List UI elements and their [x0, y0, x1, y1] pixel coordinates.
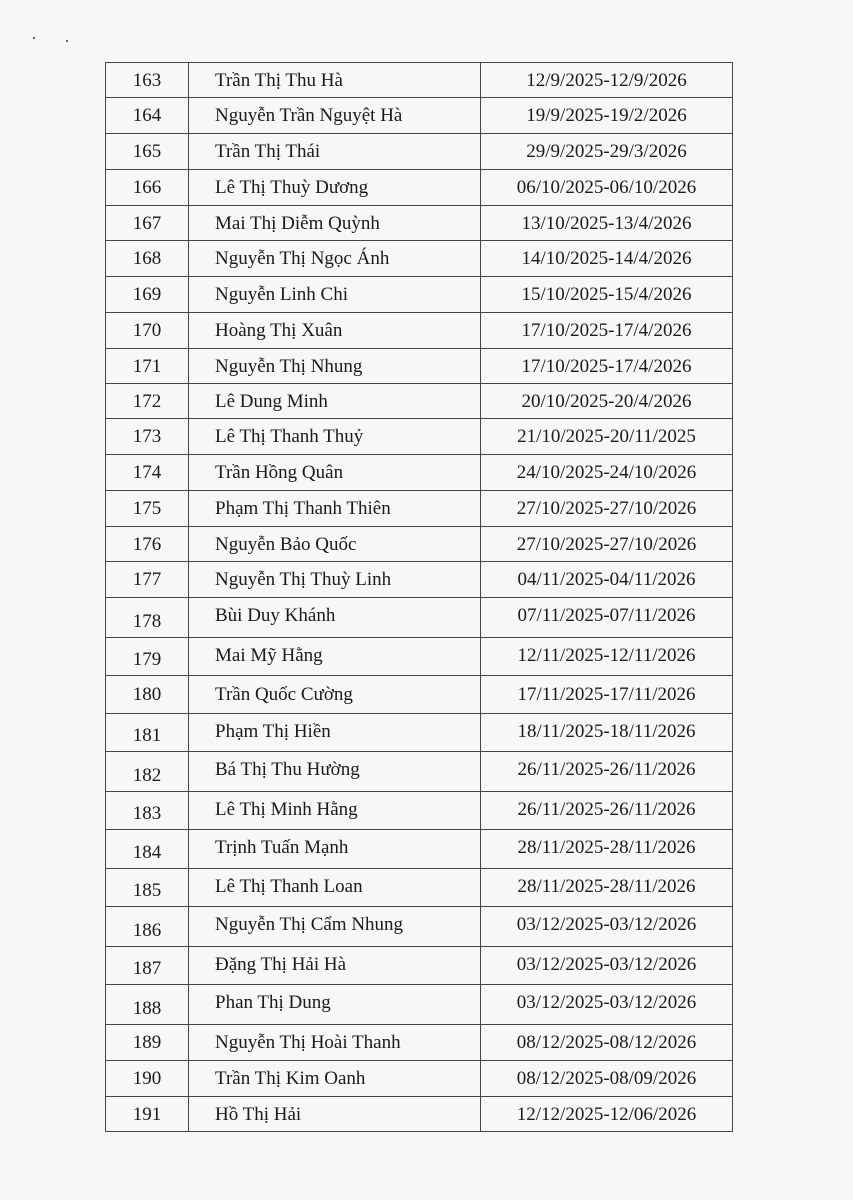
scan-speck: [33, 37, 35, 39]
table-row: [106, 830, 733, 869]
roster-table: [105, 62, 733, 1132]
row-period-cell: 06/10/2025-06/10/2026: [481, 170, 733, 206]
row-period-cell: 08/12/2025-08/12/2026: [481, 1025, 733, 1061]
row-number-cell: 183: [106, 792, 189, 830]
table-row: [106, 907, 733, 947]
row-number-cell: 166: [106, 170, 189, 206]
table-row: [106, 170, 733, 206]
row-number-cell: 191: [106, 1097, 189, 1132]
row-period-cell: 28/11/2025-28/11/2026: [481, 869, 733, 907]
row-name-cell: Trần Hồng Quân: [189, 455, 481, 491]
row-name-cell: Nguyễn Trần Nguyệt Hà: [189, 98, 481, 134]
table-row: [106, 1097, 733, 1132]
row-period-cell: 03/12/2025-03/12/2026: [481, 947, 733, 985]
row-number-cell: 176: [106, 527, 189, 562]
row-period-cell: 18/11/2025-18/11/2026: [481, 714, 733, 752]
row-number-cell: 180: [106, 676, 189, 714]
row-period-cell: 03/12/2025-03/12/2026: [481, 985, 733, 1025]
row-name-cell: Lê Thị Minh Hằng: [189, 792, 481, 830]
row-period-cell: 03/12/2025-03/12/2026: [481, 907, 733, 947]
row-period-cell: 04/11/2025-04/11/2026: [481, 562, 733, 598]
row-period-cell: 17/11/2025-17/11/2026: [481, 676, 733, 714]
row-name-cell: Hoàng Thị Xuân: [189, 313, 481, 349]
row-name-cell: Phạm Thị Thanh Thiên: [189, 491, 481, 527]
row-period-cell: 12/12/2025-12/06/2026: [481, 1097, 733, 1132]
row-period-cell: 15/10/2025-15/4/2026: [481, 277, 733, 313]
row-name-cell: Nguyễn Bảo Quốc: [189, 527, 481, 562]
row-period-cell: 17/10/2025-17/4/2026: [481, 349, 733, 384]
row-number-cell: 187: [106, 947, 189, 985]
table-row: [106, 714, 733, 752]
row-period-cell: 21/10/2025-20/11/2025: [481, 419, 733, 455]
row-number-cell: 163: [106, 63, 189, 98]
row-number-cell: 172: [106, 384, 189, 419]
row-name-cell: Trần Thị Kim Oanh: [189, 1061, 481, 1097]
row-name-cell: Bùi Duy Khánh: [189, 598, 481, 638]
table-row: [106, 384, 733, 419]
table-row: [106, 241, 733, 277]
row-number-cell: 186: [106, 907, 189, 947]
table-row: [106, 752, 733, 792]
table-row: [106, 676, 733, 714]
row-name-cell: Lê Thị Thuỳ Dương: [189, 170, 481, 206]
table-row: [106, 63, 733, 98]
row-period-cell: 20/10/2025-20/4/2026: [481, 384, 733, 419]
row-number-cell: 173: [106, 419, 189, 455]
table-row: [106, 206, 733, 241]
table-row: [106, 277, 733, 313]
row-period-cell: 28/11/2025-28/11/2026: [481, 830, 733, 869]
row-name-cell: Lê Dung Minh: [189, 384, 481, 419]
row-name-cell: Nguyễn Linh Chi: [189, 277, 481, 313]
row-name-cell: Phạm Thị Hiền: [189, 714, 481, 752]
table-row: [106, 638, 733, 676]
row-period-cell: 08/12/2025-08/09/2026: [481, 1061, 733, 1097]
row-number-cell: 170: [106, 313, 189, 349]
row-name-cell: Trần Thị Thái: [189, 134, 481, 170]
row-number-cell: 178: [106, 598, 189, 638]
row-name-cell: Trần Quốc Cường: [189, 676, 481, 714]
row-name-cell: Trịnh Tuấn Mạnh: [189, 830, 481, 869]
row-period-cell: 12/9/2025-12/9/2026: [481, 63, 733, 98]
table-row: [106, 598, 733, 638]
row-number-cell: 169: [106, 277, 189, 313]
row-number-cell: 174: [106, 455, 189, 491]
row-name-cell: Nguyễn Thị Thuỳ Linh: [189, 562, 481, 598]
table-row: [106, 455, 733, 491]
row-name-cell: Mai Thị Diễm Quỳnh: [189, 206, 481, 241]
table-row: [106, 792, 733, 830]
row-period-cell: 29/9/2025-29/3/2026: [481, 134, 733, 170]
row-number-cell: 179: [106, 638, 189, 676]
row-number-cell: 167: [106, 206, 189, 241]
row-period-cell: 26/11/2025-26/11/2026: [481, 792, 733, 830]
row-period-cell: 27/10/2025-27/10/2026: [481, 491, 733, 527]
row-period-cell: 24/10/2025-24/10/2026: [481, 455, 733, 491]
table-row: [106, 98, 733, 134]
table-row: [106, 1061, 733, 1097]
row-period-cell: 07/11/2025-07/11/2026: [481, 598, 733, 638]
row-name-cell: Trần Thị Thu Hà: [189, 63, 481, 98]
row-name-cell: Nguyễn Thị Hoài Thanh: [189, 1025, 481, 1061]
table-row: [106, 985, 733, 1025]
table-row: [106, 349, 733, 384]
row-number-cell: 185: [106, 869, 189, 907]
table-row: [106, 491, 733, 527]
table-row: [106, 313, 733, 349]
row-name-cell: Lê Thị Thanh Thuỷ: [189, 419, 481, 455]
row-name-cell: Nguyễn Thị Cẩm Nhung: [189, 907, 481, 947]
table-row: [106, 947, 733, 985]
row-name-cell: Lê Thị Thanh Loan: [189, 869, 481, 907]
roster-table-body: [106, 63, 733, 1132]
row-number-cell: 184: [106, 830, 189, 869]
scan-speck: [66, 40, 68, 42]
row-number-cell: 182: [106, 752, 189, 792]
table-row: [106, 134, 733, 170]
row-name-cell: Nguyễn Thị Nhung: [189, 349, 481, 384]
row-name-cell: Nguyễn Thị Ngọc Ánh: [189, 241, 481, 277]
row-name-cell: Đặng Thị Hải Hà: [189, 947, 481, 985]
row-period-cell: 14/10/2025-14/4/2026: [481, 241, 733, 277]
table-row: [106, 419, 733, 455]
row-name-cell: Hồ Thị Hải: [189, 1097, 481, 1132]
row-number-cell: 177: [106, 562, 189, 598]
row-number-cell: 175: [106, 491, 189, 527]
row-number-cell: 181: [106, 714, 189, 752]
table-row: [106, 1025, 733, 1061]
row-name-cell: Phan Thị Dung: [189, 985, 481, 1025]
table-row: [106, 527, 733, 562]
row-period-cell: 26/11/2025-26/11/2026: [481, 752, 733, 792]
row-number-cell: 190: [106, 1061, 189, 1097]
row-period-cell: 19/9/2025-19/2/2026: [481, 98, 733, 134]
row-number-cell: 188: [106, 985, 189, 1025]
row-period-cell: 17/10/2025-17/4/2026: [481, 313, 733, 349]
row-number-cell: 168: [106, 241, 189, 277]
row-number-cell: 165: [106, 134, 189, 170]
row-period-cell: 12/11/2025-12/11/2026: [481, 638, 733, 676]
row-name-cell: Bá Thị Thu Hường: [189, 752, 481, 792]
row-period-cell: 27/10/2025-27/10/2026: [481, 527, 733, 562]
row-number-cell: 171: [106, 349, 189, 384]
row-name-cell: Mai Mỹ Hằng: [189, 638, 481, 676]
row-number-cell: 164: [106, 98, 189, 134]
row-period-cell: 13/10/2025-13/4/2026: [481, 206, 733, 241]
table-row: [106, 562, 733, 598]
table-row: [106, 869, 733, 907]
row-number-cell: 189: [106, 1025, 189, 1061]
